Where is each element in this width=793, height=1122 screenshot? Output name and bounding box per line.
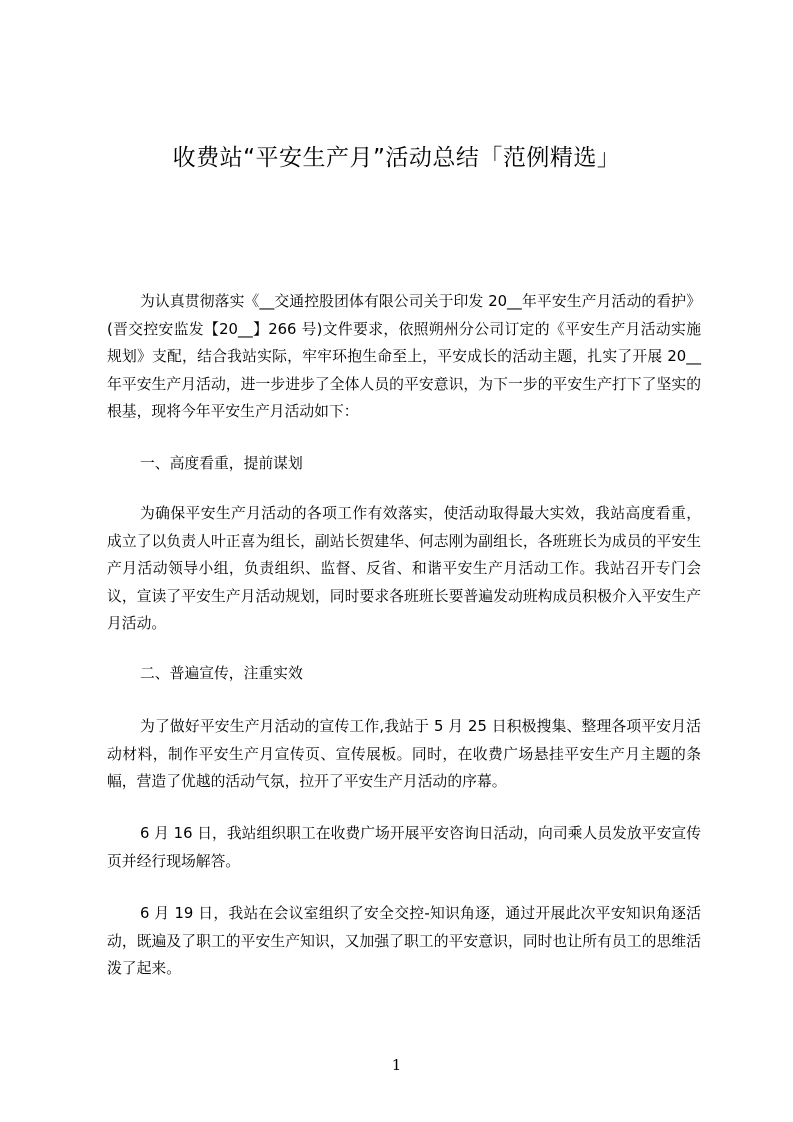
paragraph-text: 为确保平安生产月活动的各项工作有效落实，使活动取得最大实效，我站高度看重，成立了以负责人叶正喜为组长，副站长贺建华、何志刚为副组长，各班班长为成员的平安生产月活动领导小组，负责组织、监督、反省、和谐平安生产月活动工作。我站召开专门会议，宣读了平安生产月活动规划，同时要求各班班长要普遍发动班构成员积极介入平安生产月活动。 [107, 505, 701, 632]
body-paragraph-june-19 [107, 900, 701, 983]
section-heading-text: 一、高度看重，提前谋划 [140, 455, 303, 472]
paragraph-text: 6 月 16 日，我站组织职工在收费广场开展平安咨询日活动，向司乘人员发放平安宣传页并经行现场解答。 [107, 825, 701, 870]
page-title: 收费站“平安生产月”活动总结「范例精选」 [172, 145, 621, 171]
page-number: 1 [391, 1056, 402, 1074]
section-heading-text: 二、普遍宣传，注重实效 [140, 665, 303, 682]
body-paragraph-publicity [107, 713, 701, 796]
body-paragraph-organization [107, 500, 701, 638]
section-heading-2 [107, 660, 701, 688]
paragraph-text: 6 月 19 日，我站在会议室组织了安全交控-知识角逐，通过开展此次平安知识角逐活动，既遍及了职工的平安生产知识，又加强了职工的平安意识，同时也让所有员工的思维活泼了起来。 [107, 905, 701, 977]
body-paragraph-june-16 [107, 820, 701, 875]
paragraph-text: 为认真贯彻落实《__交通控股团体有限公司关于印发 20__年平安生产月活动的看护》(晋交控安监发【20__】266 号)文件要求，依照朔州分公司订定的《平安生产月活动实施规划》支配，结合我站实际，牢牢环抱生命至上，平安成长的活动主题，扎实了开展 20__年平安生产月活动，进一步进步了全体人员的平安意识，为下一步的平安生产打下了坚实的根基，现将今年平安生产月活动如下： [107, 293, 701, 420]
section-heading-1 [107, 450, 701, 478]
body-paragraph-intro [107, 288, 701, 426]
paragraph-text: 为了做好平安生产月活动的宣传工作,我站于 5 月 25 日积极搜集、整理各项平安月活动材料，制作平安生产月宣传页、宣传展板。同时，在收费广场悬挂平安生产月主题的条幅，营造了优越的活动气氛，拉开了平安生产月活动的序幕。 [107, 718, 701, 790]
